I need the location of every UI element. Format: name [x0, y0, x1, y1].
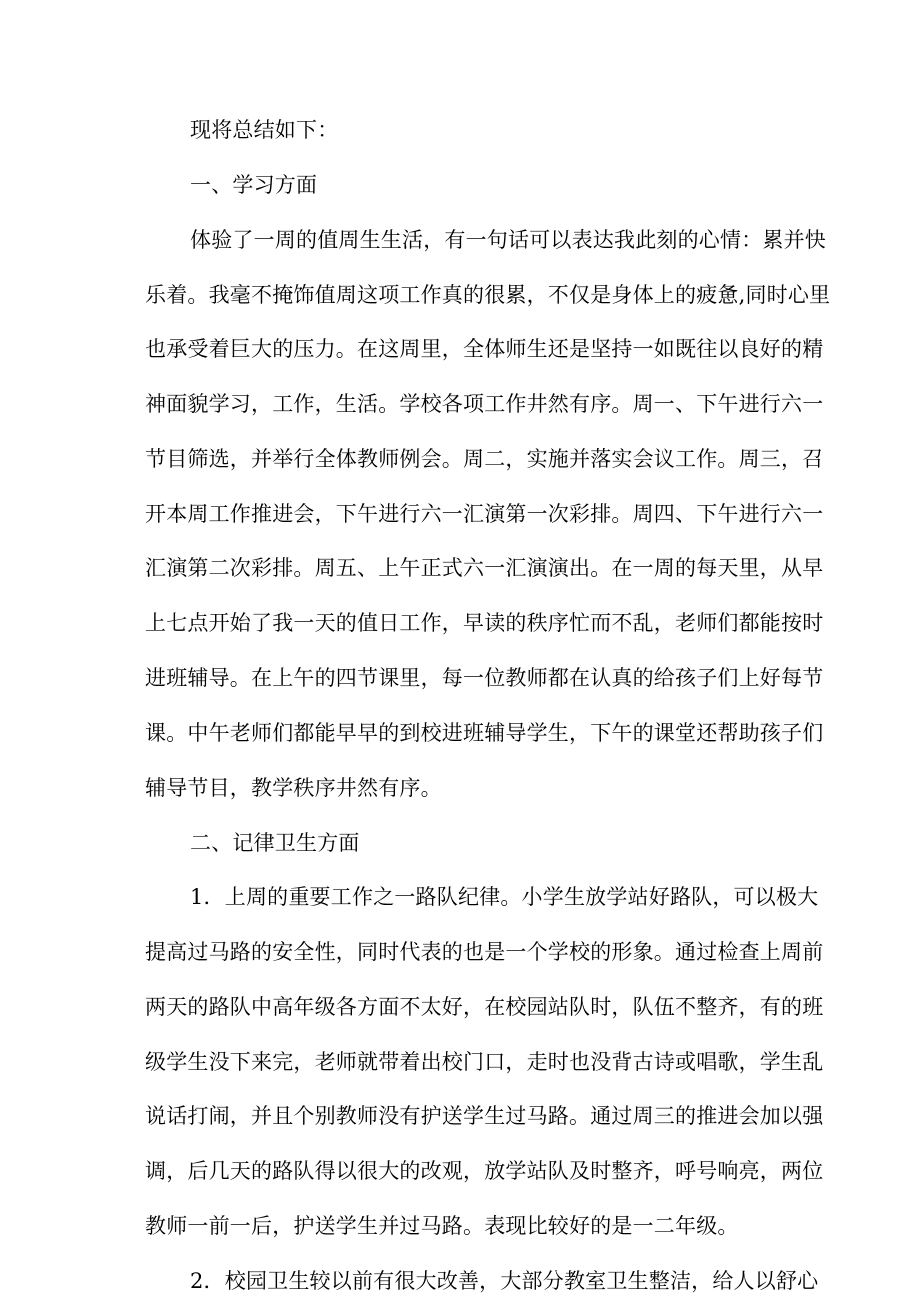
section2-item1-line: 调，后几天的路队得以很大的改观，放学站队及时整齐，呼号响亮，两位: [145, 1159, 824, 1183]
section1-line: 上七点开始了我一天的值日工作，早读的秩序忙而不乱，老师们都能按时: [145, 611, 824, 635]
section1-line: 进班辅导。在上午的四节课里，每一位教师都在认真的给孩子们上好每节: [145, 666, 824, 690]
section2-item1-line: 说话打闹，并且个别教师没有护送学生过马路。通过周三的推进会加以强: [145, 1104, 824, 1128]
section2-item1-line: 教师一前一后，护送学生并过马路。表现比较好的是一二年级。: [145, 1214, 739, 1238]
section1-line: 汇演第二次彩排。周五、上午正式六一汇演演出。在一周的每天里，从早: [145, 556, 824, 580]
section2-item1-line: 1．上周的重要工作之一路队纪律。小学生放学站好路队，可以极大: [190, 885, 819, 909]
section1-line: 开本周工作推进会，下午进行六一汇演第一次彩排。周四、下午进行六一: [145, 502, 824, 526]
section1-line: 体验了一周的值周生生活，有一句话可以表达我此刻的心情：累并快: [190, 228, 826, 252]
section1-line: 神面貌学习，工作，生活。学校各项工作井然有序。周一、下午进行六一: [145, 392, 824, 416]
section1-heading: 一、学习方面: [190, 173, 318, 197]
section2-item1-line: 提高过马路的安全性，同时代表的也是一个学校的形象。通过检查上周前: [145, 940, 824, 964]
section1-line: 乐着。我毫不掩饰值周这项工作真的很累，不仅是身体上的疲惫,同时心里: [145, 283, 831, 307]
section2-item1-line: 级学生没下来完，老师就带着出校门口，走时也没背古诗或唱歌，学生乱: [145, 1050, 824, 1074]
intro-text: 现将总结如下：: [190, 118, 339, 142]
section1-line: 课。中午老师们都能早早的到校进班辅导学生，下午的课堂还帮助孩子们: [145, 721, 824, 745]
section2-item1-line: 两天的路队中高年级各方面不太好，在校园站队时，队伍不整齐，有的班: [145, 995, 824, 1019]
section1-line: 也承受着巨大的压力。在这周里，全体师生还是坚持一如既往以良好的精: [145, 337, 824, 361]
section2-item2-line: 2．校园卫生较以前有很大改善，大部分教室卫生整洁，给人以舒心: [190, 1269, 819, 1293]
section2-heading: 二、记律卫生方面: [190, 831, 360, 855]
section1-line: 节目筛选，并举行全体教师例会。周二，实施并落实会议工作。周三，召: [145, 447, 824, 471]
section1-line: 辅导节目，教学秩序井然有序。: [145, 776, 442, 800]
